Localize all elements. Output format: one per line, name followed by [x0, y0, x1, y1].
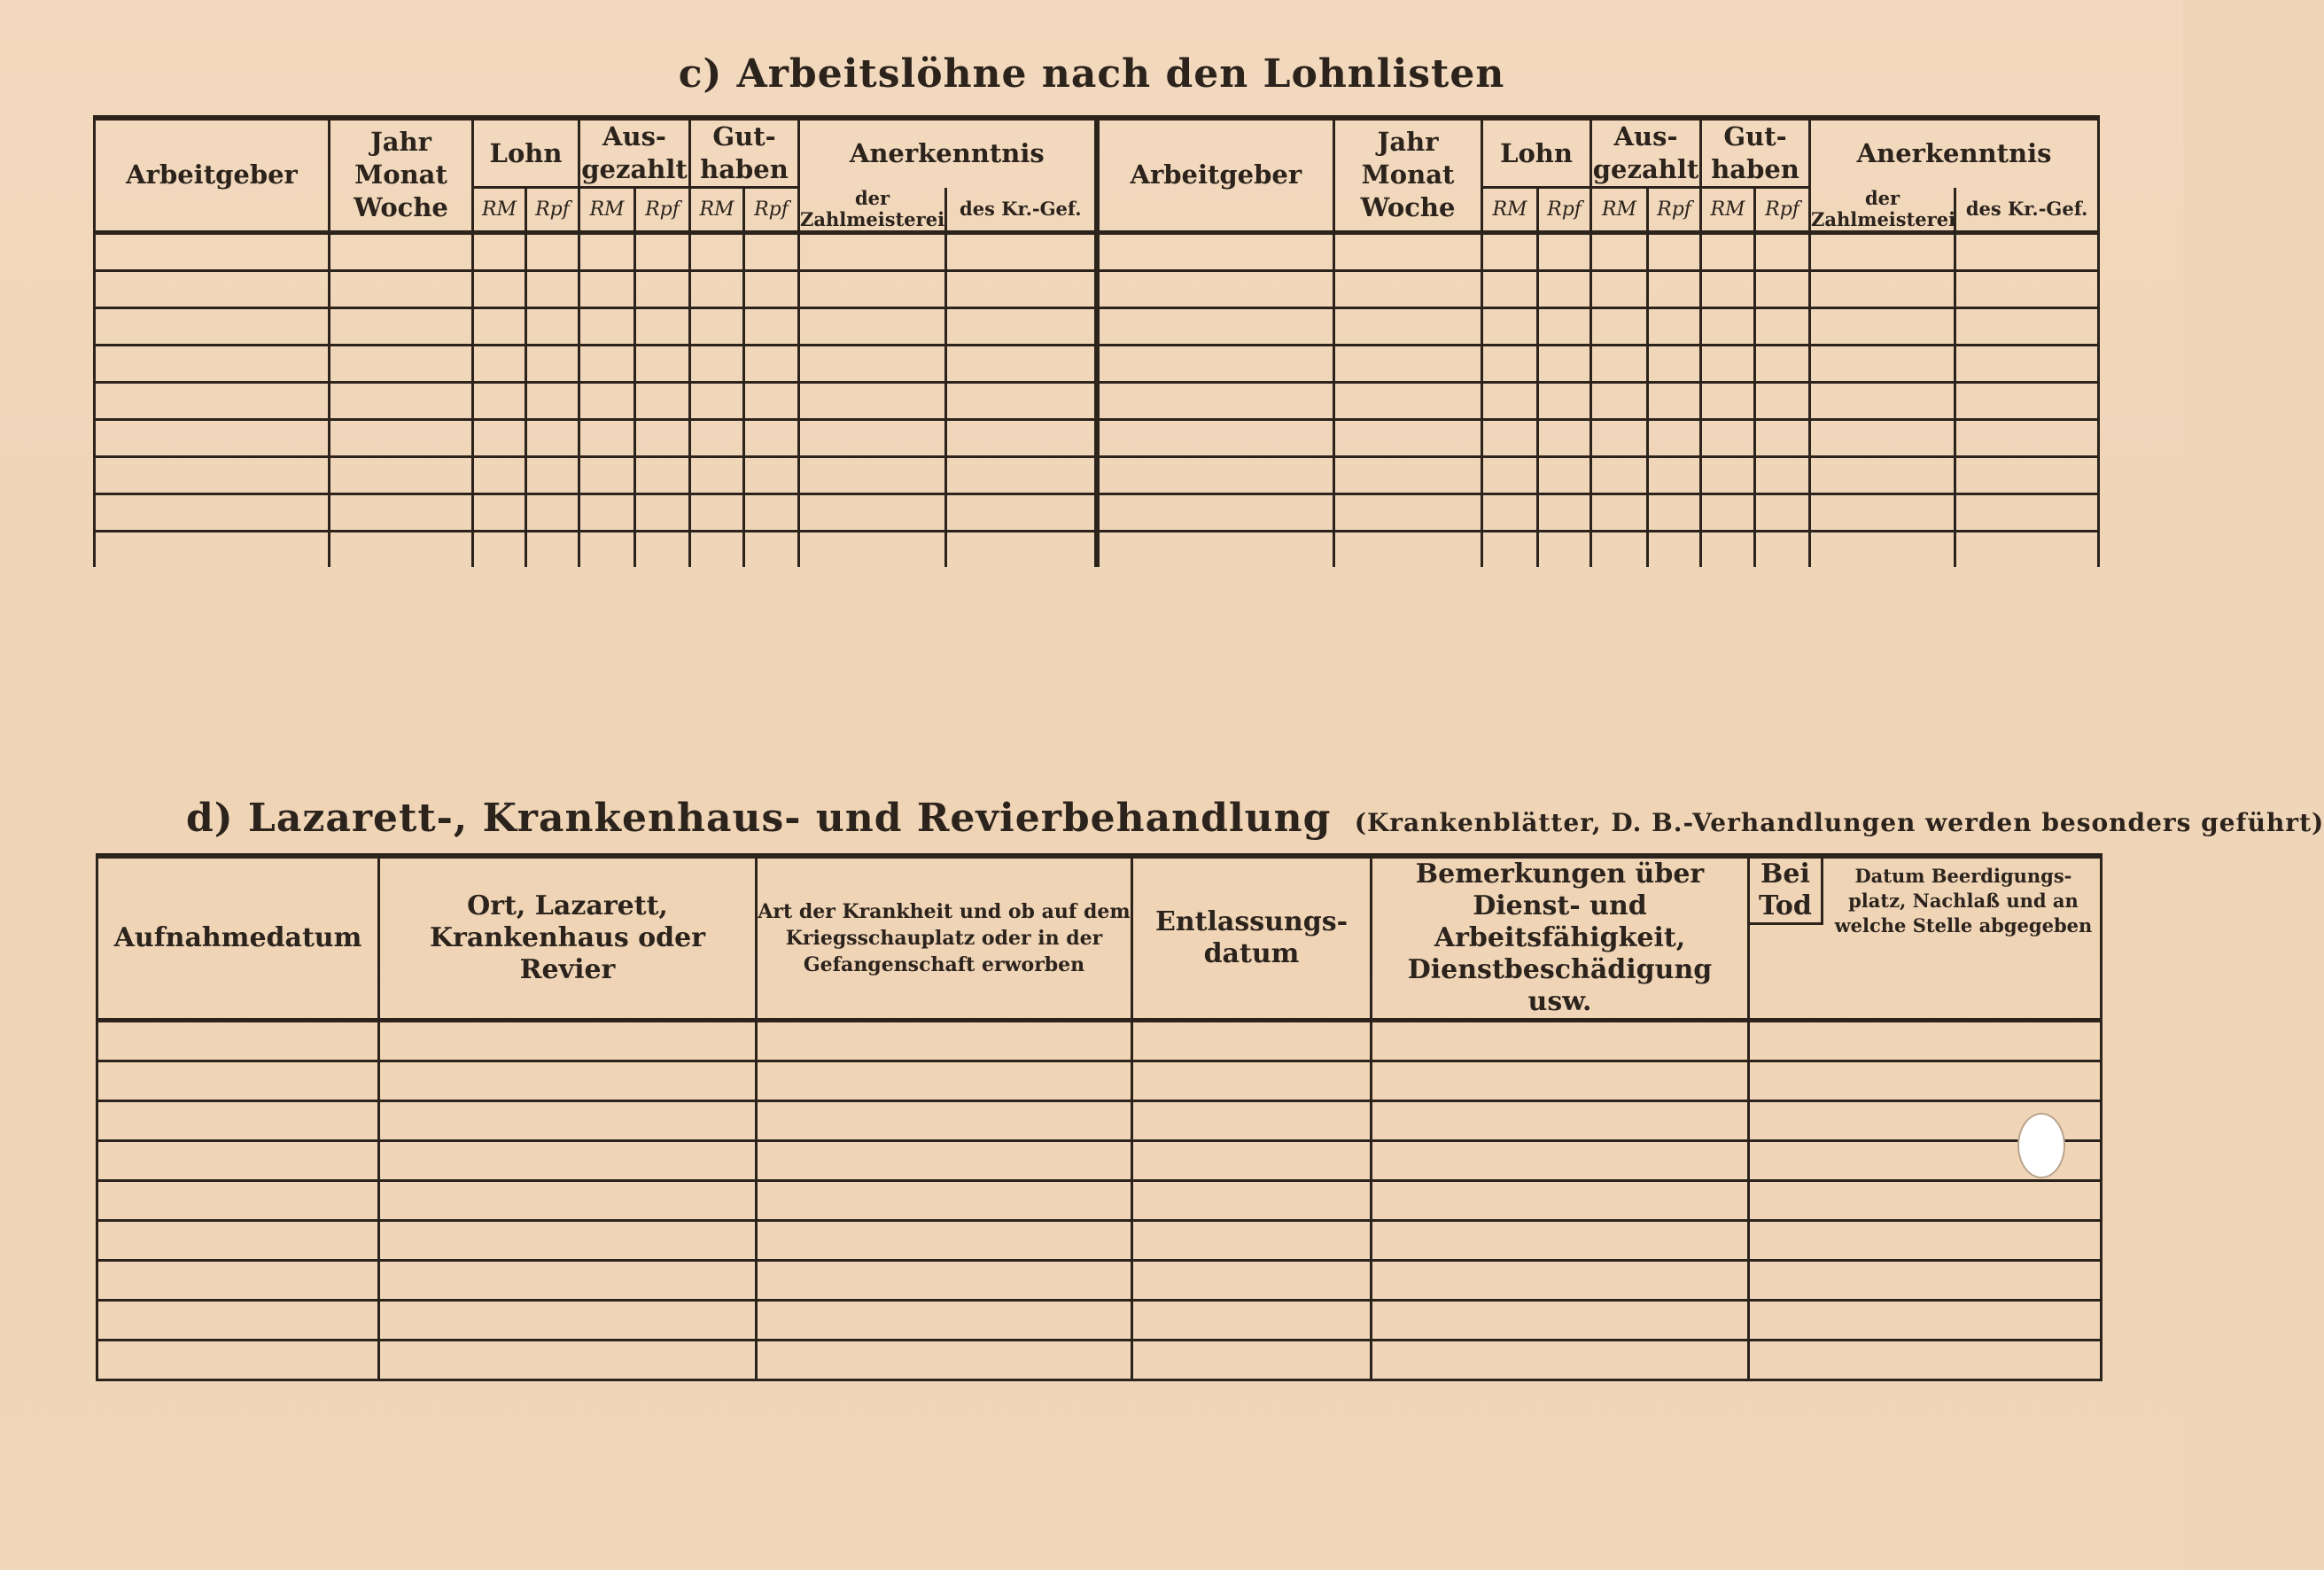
wages-cell[interactable]	[1755, 382, 1810, 419]
anerkenntnis-label: Anerkenntnis	[849, 138, 1045, 169]
wages-cell[interactable]	[1334, 307, 1482, 345]
header-jahr-monat-woche-2: Jahr Monat Woche	[1334, 118, 1482, 232]
wages-cell[interactable]	[946, 307, 1097, 345]
treatment-cell[interactable]	[757, 1061, 1132, 1101]
wages-cell[interactable]	[1097, 494, 1334, 531]
header-aufnahmedatum: Aufnahmedatum	[97, 856, 379, 1021]
treatment-row	[97, 1341, 2102, 1380]
wages-cell[interactable]	[1810, 382, 1955, 419]
wages-cell[interactable]	[579, 345, 635, 382]
wages-cell[interactable]	[1334, 419, 1482, 456]
section-c-title: c) Arbeitslöhne nach den Lohnlisten	[678, 51, 1505, 97]
wages-cell[interactable]	[526, 345, 579, 382]
wages-cell[interactable]	[635, 270, 690, 307]
treatment-cell[interactable]	[1132, 1221, 1372, 1261]
wages-cell[interactable]	[1648, 531, 1701, 567]
wages-cell[interactable]	[1755, 456, 1810, 494]
wages-cell[interactable]	[1538, 270, 1591, 307]
wages-cell[interactable]	[744, 531, 799, 567]
wages-cell[interactable]	[579, 382, 635, 419]
wages-cell[interactable]	[1701, 345, 1755, 382]
wages-cell[interactable]	[1482, 270, 1538, 307]
wages-cell[interactable]	[95, 270, 330, 307]
wages-cell[interactable]	[946, 494, 1097, 531]
wages-cell[interactable]	[95, 307, 330, 345]
wages-cell[interactable]	[1482, 345, 1538, 382]
wages-cell[interactable]	[1482, 307, 1538, 345]
wages-cell[interactable]	[635, 232, 690, 270]
wages-cell[interactable]	[473, 494, 526, 531]
wages-cell[interactable]	[799, 494, 946, 531]
wages-cell[interactable]	[579, 494, 635, 531]
treatment-cell[interactable]	[97, 1021, 379, 1061]
guthaben-rm-2: RM	[1701, 188, 1755, 233]
wages-cell[interactable]	[635, 382, 690, 419]
wages-cell[interactable]	[1648, 382, 1701, 419]
wages-cell[interactable]	[473, 382, 526, 419]
header-bemerkungen: Bemerkungen über Dienst- und Arbeitsfähigkeit, Dienstbeschädigung usw.	[1372, 856, 1749, 1021]
wages-cell[interactable]	[744, 345, 799, 382]
treatment-cell[interactable]	[379, 1181, 757, 1221]
treatment-cell[interactable]	[1372, 1021, 1749, 1061]
anerkenntnis-der: der Zahlmeisterei	[799, 188, 946, 233]
wages-cell[interactable]	[1648, 345, 1701, 382]
wages-cell[interactable]	[95, 456, 330, 494]
treatment-cell[interactable]	[757, 1181, 1132, 1221]
treatment-cell[interactable]	[97, 1261, 379, 1301]
guthaben-rm: RM	[690, 188, 744, 233]
treatment-table-body	[97, 1021, 2102, 1380]
treatment-cell[interactable]	[757, 1301, 1132, 1341]
wages-cell[interactable]	[330, 232, 473, 270]
wages-cell[interactable]	[473, 270, 526, 307]
wages-cell[interactable]	[579, 419, 635, 456]
wages-cell[interactable]	[799, 270, 946, 307]
wages-cell[interactable]	[1810, 531, 1955, 567]
wages-row	[95, 382, 2099, 419]
wages-cell[interactable]	[1591, 232, 1648, 270]
wages-cell[interactable]	[1701, 419, 1755, 456]
wages-cell[interactable]	[635, 307, 690, 345]
wages-cell[interactable]	[1591, 531, 1648, 567]
wages-cell[interactable]	[1810, 345, 1955, 382]
treatment-cell[interactable]	[1132, 1181, 1372, 1221]
wages-cell[interactable]	[1648, 232, 1701, 270]
wages-cell[interactable]	[1097, 345, 1334, 382]
wages-cell[interactable]	[330, 419, 473, 456]
wages-table-body	[95, 232, 2099, 567]
header-guthaben-2: Gut- haben	[1701, 118, 1810, 188]
punch-hole	[2017, 1113, 2065, 1178]
treatment-cell[interactable]	[1132, 1341, 1372, 1380]
wages-cell[interactable]	[946, 456, 1097, 494]
wages-cell[interactable]	[1755, 345, 1810, 382]
wages-row	[95, 531, 2099, 567]
wages-cell[interactable]	[1097, 270, 1334, 307]
wages-cell[interactable]	[1955, 456, 2099, 494]
wages-cell[interactable]	[1648, 494, 1701, 531]
wages-cell[interactable]	[1591, 494, 1648, 531]
wages-cell[interactable]	[1482, 494, 1538, 531]
header-anerkenntnis	[799, 118, 1097, 188]
treatment-cell[interactable]	[97, 1341, 379, 1380]
header-art-krankheit: Art der Krankheit und ob auf dem Kriegsschauplatz oder in der Gefangenschaft erworben	[757, 856, 1132, 1021]
treatment-cell[interactable]	[1132, 1301, 1372, 1341]
treatment-row	[97, 1301, 2102, 1341]
wages-cell[interactable]	[1097, 419, 1334, 456]
treatment-cell[interactable]	[379, 1101, 757, 1141]
treatment-cell[interactable]	[1749, 1021, 2102, 1061]
wages-cell[interactable]	[1482, 382, 1538, 419]
wages-cell[interactable]	[473, 345, 526, 382]
wages-cell[interactable]	[799, 345, 946, 382]
header-anerkenntnis-2	[1810, 118, 2099, 188]
wages-cell[interactable]	[473, 307, 526, 345]
anerkenntnis-label-2: Anerkenntnis	[1856, 138, 2052, 169]
wages-cell[interactable]	[1755, 419, 1810, 456]
treatment-cell[interactable]	[379, 1301, 757, 1341]
wages-cell[interactable]	[690, 270, 744, 307]
wages-cell[interactable]	[1538, 456, 1591, 494]
treatment-cell[interactable]	[1372, 1141, 1749, 1181]
wages-cell[interactable]	[1755, 232, 1810, 270]
treatment-cell[interactable]	[97, 1221, 379, 1261]
wages-cell[interactable]	[579, 270, 635, 307]
wages-cell[interactable]	[1701, 494, 1755, 531]
treatment-cell[interactable]	[97, 1061, 379, 1101]
treatment-cell[interactable]	[1749, 1261, 2102, 1301]
wages-cell[interactable]	[1591, 456, 1648, 494]
wages-cell[interactable]	[1810, 494, 1955, 531]
wages-cell[interactable]	[1538, 494, 1591, 531]
wages-cell[interactable]	[473, 531, 526, 567]
treatment-cell[interactable]	[1372, 1341, 1749, 1380]
header-ausgezahlt-2: Aus- gezahlt	[1591, 118, 1701, 188]
treatment-cell[interactable]	[1749, 1181, 2102, 1221]
ausgezahlt-rm: RM	[579, 188, 635, 233]
treatment-row	[97, 1141, 2102, 1181]
treatment-cell[interactable]	[757, 1221, 1132, 1261]
header-ausgezahlt: Aus- gezahlt	[579, 118, 690, 188]
wages-cell[interactable]	[1955, 531, 2099, 567]
wages-cell[interactable]	[526, 494, 579, 531]
wages-cell[interactable]	[1701, 232, 1755, 270]
treatment-row	[97, 1061, 2102, 1101]
wages-cell[interactable]	[95, 382, 330, 419]
wages-cell[interactable]	[690, 456, 744, 494]
wages-cell[interactable]	[690, 494, 744, 531]
treatment-row	[97, 1181, 2102, 1221]
wages-cell[interactable]	[635, 456, 690, 494]
wages-cell[interactable]	[1538, 382, 1591, 419]
wages-cell[interactable]	[690, 232, 744, 270]
treatment-cell[interactable]	[1749, 1341, 2102, 1380]
section-d-heading: d) Lazarett-, Krankenhaus- und Revierbehandlung	[186, 796, 1332, 841]
wages-cell[interactable]	[330, 494, 473, 531]
wages-cell[interactable]	[946, 419, 1097, 456]
wages-cell[interactable]	[1810, 456, 1955, 494]
treatment-cell[interactable]	[97, 1181, 379, 1221]
wages-cell[interactable]	[95, 419, 330, 456]
treatment-cell[interactable]	[1372, 1101, 1749, 1141]
treatment-cell[interactable]	[1372, 1261, 1749, 1301]
wages-cell[interactable]	[579, 456, 635, 494]
ausgezahlt-rpf: Rpf	[635, 188, 690, 233]
treatment-cell[interactable]	[379, 1221, 757, 1261]
wages-cell[interactable]	[1591, 270, 1648, 307]
wages-cell[interactable]	[1591, 345, 1648, 382]
guthaben-rpf: Rpf	[744, 188, 799, 233]
wages-cell[interactable]	[1538, 419, 1591, 456]
wages-cell[interactable]	[1955, 232, 2099, 270]
treatment-cell[interactable]	[379, 1021, 757, 1061]
wages-cell[interactable]	[1955, 419, 2099, 456]
wages-cell[interactable]	[579, 307, 635, 345]
wages-cell[interactable]	[744, 270, 799, 307]
wages-cell[interactable]	[946, 531, 1097, 567]
wages-cell[interactable]	[95, 232, 330, 270]
wages-cell[interactable]	[1648, 419, 1701, 456]
wages-cell[interactable]	[1334, 270, 1482, 307]
wages-cell[interactable]	[330, 456, 473, 494]
wages-cell[interactable]	[1482, 531, 1538, 567]
wages-cell[interactable]	[1955, 307, 2099, 345]
treatment-cell[interactable]	[379, 1141, 757, 1181]
treatment-cell[interactable]	[757, 1021, 1132, 1061]
wages-cell[interactable]	[799, 307, 946, 345]
wages-cell[interactable]	[946, 345, 1097, 382]
wages-cell[interactable]	[1648, 307, 1701, 345]
wages-cell[interactable]	[1482, 232, 1538, 270]
wages-cell[interactable]	[526, 456, 579, 494]
treatment-cell[interactable]	[1749, 1061, 2102, 1101]
wages-cell[interactable]	[1810, 232, 1955, 270]
wages-cell[interactable]	[1538, 531, 1591, 567]
treatment-cell[interactable]	[1372, 1221, 1749, 1261]
header-arbeitgeber-2: Arbeitgeber	[1097, 118, 1334, 232]
wages-cell[interactable]	[635, 531, 690, 567]
wages-cell[interactable]	[690, 382, 744, 419]
wages-cell[interactable]	[330, 382, 473, 419]
wages-cell[interactable]	[690, 419, 744, 456]
wages-cell[interactable]	[330, 270, 473, 307]
wages-cell[interactable]	[330, 531, 473, 567]
wages-cell[interactable]	[1097, 307, 1334, 345]
guthaben-rpf-2: Rpf	[1755, 188, 1810, 233]
wages-cell[interactable]	[526, 307, 579, 345]
wages-cell[interactable]	[744, 494, 799, 531]
wages-cell[interactable]	[1538, 345, 1591, 382]
wages-cell[interactable]	[330, 345, 473, 382]
treatment-cell[interactable]	[1132, 1021, 1372, 1061]
wages-cell[interactable]	[95, 531, 330, 567]
wages-cell[interactable]	[1755, 531, 1810, 567]
wages-cell[interactable]	[799, 382, 946, 419]
ausgezahlt-rpf-2: Rpf	[1648, 188, 1701, 233]
wages-cell[interactable]	[526, 382, 579, 419]
wages-cell[interactable]	[690, 307, 744, 345]
wages-cell[interactable]	[1334, 232, 1482, 270]
anerkenntnis-des: des Kr.-Gef.	[946, 188, 1097, 233]
wages-cell[interactable]	[1810, 419, 1955, 456]
wages-cell[interactable]	[1097, 456, 1334, 494]
wages-cell[interactable]	[1334, 531, 1482, 567]
wages-cell[interactable]	[744, 382, 799, 419]
treatment-row	[97, 1101, 2102, 1141]
treatment-cell[interactable]	[757, 1141, 1132, 1181]
wages-row	[95, 494, 2099, 531]
wages-cell[interactable]	[744, 456, 799, 494]
wages-cell[interactable]	[1538, 232, 1591, 270]
treatment-cell[interactable]	[1132, 1101, 1372, 1141]
wages-cell[interactable]	[1755, 494, 1810, 531]
wages-cell[interactable]	[1591, 307, 1648, 345]
wages-cell[interactable]	[635, 345, 690, 382]
lohn-rm-2: RM	[1482, 188, 1538, 233]
treatment-cell[interactable]	[1372, 1061, 1749, 1101]
wages-cell[interactable]	[1482, 456, 1538, 494]
wages-cell[interactable]	[1955, 382, 2099, 419]
treatment-cell[interactable]	[1749, 1221, 2102, 1261]
treatment-cell[interactable]	[1132, 1261, 1372, 1301]
wages-cell[interactable]	[1701, 307, 1755, 345]
treatment-cell[interactable]	[1132, 1141, 1372, 1181]
wages-cell[interactable]	[579, 232, 635, 270]
wages-row	[95, 232, 2099, 270]
wages-cell[interactable]	[1701, 456, 1755, 494]
wages-cell[interactable]	[946, 270, 1097, 307]
wages-table	[93, 115, 2100, 567]
wages-cell[interactable]	[1755, 270, 1810, 307]
wages-cell[interactable]	[1591, 382, 1648, 419]
section-d-note: (Krankenblätter, D. B.-Verhandlungen werden besonders geführt)	[1354, 808, 2324, 837]
wages-cell[interactable]	[946, 382, 1097, 419]
wages-cell[interactable]	[744, 419, 799, 456]
header-tod	[1749, 856, 2102, 1021]
bei-tod-label: Bei Tod	[1750, 859, 1823, 925]
wages-cell[interactable]	[1482, 419, 1538, 456]
wages-cell[interactable]	[1334, 456, 1482, 494]
wages-cell[interactable]	[635, 419, 690, 456]
anerkenntnis-der-2: der Zahlmeisterei	[1810, 188, 1955, 233]
wages-cell[interactable]	[744, 307, 799, 345]
wages-cell[interactable]	[799, 232, 946, 270]
wages-cell[interactable]	[1955, 494, 2099, 531]
treatment-cell[interactable]	[1372, 1181, 1749, 1221]
wages-cell[interactable]	[744, 232, 799, 270]
wages-cell[interactable]	[1334, 345, 1482, 382]
wages-cell[interactable]	[1810, 307, 1955, 345]
wages-cell[interactable]	[526, 419, 579, 456]
wages-cell[interactable]	[1097, 531, 1334, 567]
wages-cell[interactable]	[1334, 382, 1482, 419]
wages-row	[95, 270, 2099, 307]
treatment-row	[97, 1221, 2102, 1261]
wages-cell[interactable]	[1591, 419, 1648, 456]
wages-cell[interactable]	[946, 232, 1097, 270]
treatment-cell[interactable]	[1372, 1301, 1749, 1341]
header-arbeitgeber: Arbeitgeber	[95, 118, 330, 232]
wages-cell[interactable]	[1701, 270, 1755, 307]
treatment-cell[interactable]	[379, 1341, 757, 1380]
wages-row	[95, 419, 2099, 456]
treatment-cell[interactable]	[1749, 1301, 2102, 1341]
wages-cell[interactable]	[526, 531, 579, 567]
section-d-title	[186, 796, 2324, 841]
treatment-row	[97, 1261, 2102, 1301]
wages-cell[interactable]	[690, 345, 744, 382]
wages-cell[interactable]	[95, 345, 330, 382]
treatment-cell[interactable]	[757, 1261, 1132, 1301]
wages-cell[interactable]	[1097, 232, 1334, 270]
wages-cell[interactable]	[1648, 456, 1701, 494]
wages-cell[interactable]	[1334, 494, 1482, 531]
wages-cell[interactable]	[690, 531, 744, 567]
treatment-cell[interactable]	[757, 1341, 1132, 1380]
treatment-cell[interactable]	[97, 1301, 379, 1341]
treatment-cell[interactable]	[757, 1101, 1132, 1141]
wages-cell[interactable]	[95, 494, 330, 531]
wages-cell[interactable]	[1755, 307, 1810, 345]
wages-cell[interactable]	[526, 232, 579, 270]
wages-cell[interactable]	[473, 232, 526, 270]
wages-cell[interactable]	[799, 419, 946, 456]
datum-beerdigung-label: Datum Beerdigungs- platz, Nachlaß und an welche Stelle abgegeben	[1834, 865, 2093, 937]
wages-cell[interactable]	[579, 531, 635, 567]
anerkenntnis-des-2: des Kr.-Gef.	[1955, 188, 2099, 233]
wages-cell[interactable]	[330, 307, 473, 345]
header-entlassungsdatum: Entlassungs- datum	[1132, 856, 1372, 1021]
wages-cell[interactable]	[1955, 270, 2099, 307]
wages-cell[interactable]	[1538, 307, 1591, 345]
lohn-rpf-2: Rpf	[1538, 188, 1591, 233]
treatment-cell[interactable]	[1132, 1061, 1372, 1101]
wages-cell[interactable]	[799, 531, 946, 567]
treatment-cell[interactable]	[97, 1141, 379, 1181]
wages-cell[interactable]	[1810, 270, 1955, 307]
treatment-row	[97, 1021, 2102, 1061]
header-lohn: Lohn	[473, 118, 579, 188]
wages-cell[interactable]	[1955, 345, 2099, 382]
wages-row	[95, 456, 2099, 494]
header-ort: Ort, Lazarett, Krankenhaus oder Revier	[379, 856, 757, 1021]
wages-row	[95, 345, 2099, 382]
wages-cell[interactable]	[635, 494, 690, 531]
wages-cell[interactable]	[473, 419, 526, 456]
header-lohn-2: Lohn	[1482, 118, 1591, 188]
header-guthaben: Gut- haben	[690, 118, 799, 188]
wages-row	[95, 307, 2099, 345]
wages-cell[interactable]	[1701, 531, 1755, 567]
lohn-rm: RM	[473, 188, 526, 233]
header-jahr-monat-woche: Jahr Monat Woche	[330, 118, 473, 232]
wages-cell[interactable]	[1648, 270, 1701, 307]
ausgezahlt-rm-2: RM	[1591, 188, 1648, 233]
wages-cell[interactable]	[1701, 382, 1755, 419]
lohn-rpf: Rpf	[526, 188, 579, 233]
treatment-cell[interactable]	[379, 1261, 757, 1301]
treatment-table	[96, 853, 2102, 1381]
treatment-cell[interactable]	[97, 1101, 379, 1141]
wages-cell[interactable]	[799, 456, 946, 494]
wages-cell[interactable]	[526, 270, 579, 307]
treatment-cell[interactable]	[379, 1061, 757, 1101]
wages-cell[interactable]	[1097, 382, 1334, 419]
wages-cell[interactable]	[473, 456, 526, 494]
